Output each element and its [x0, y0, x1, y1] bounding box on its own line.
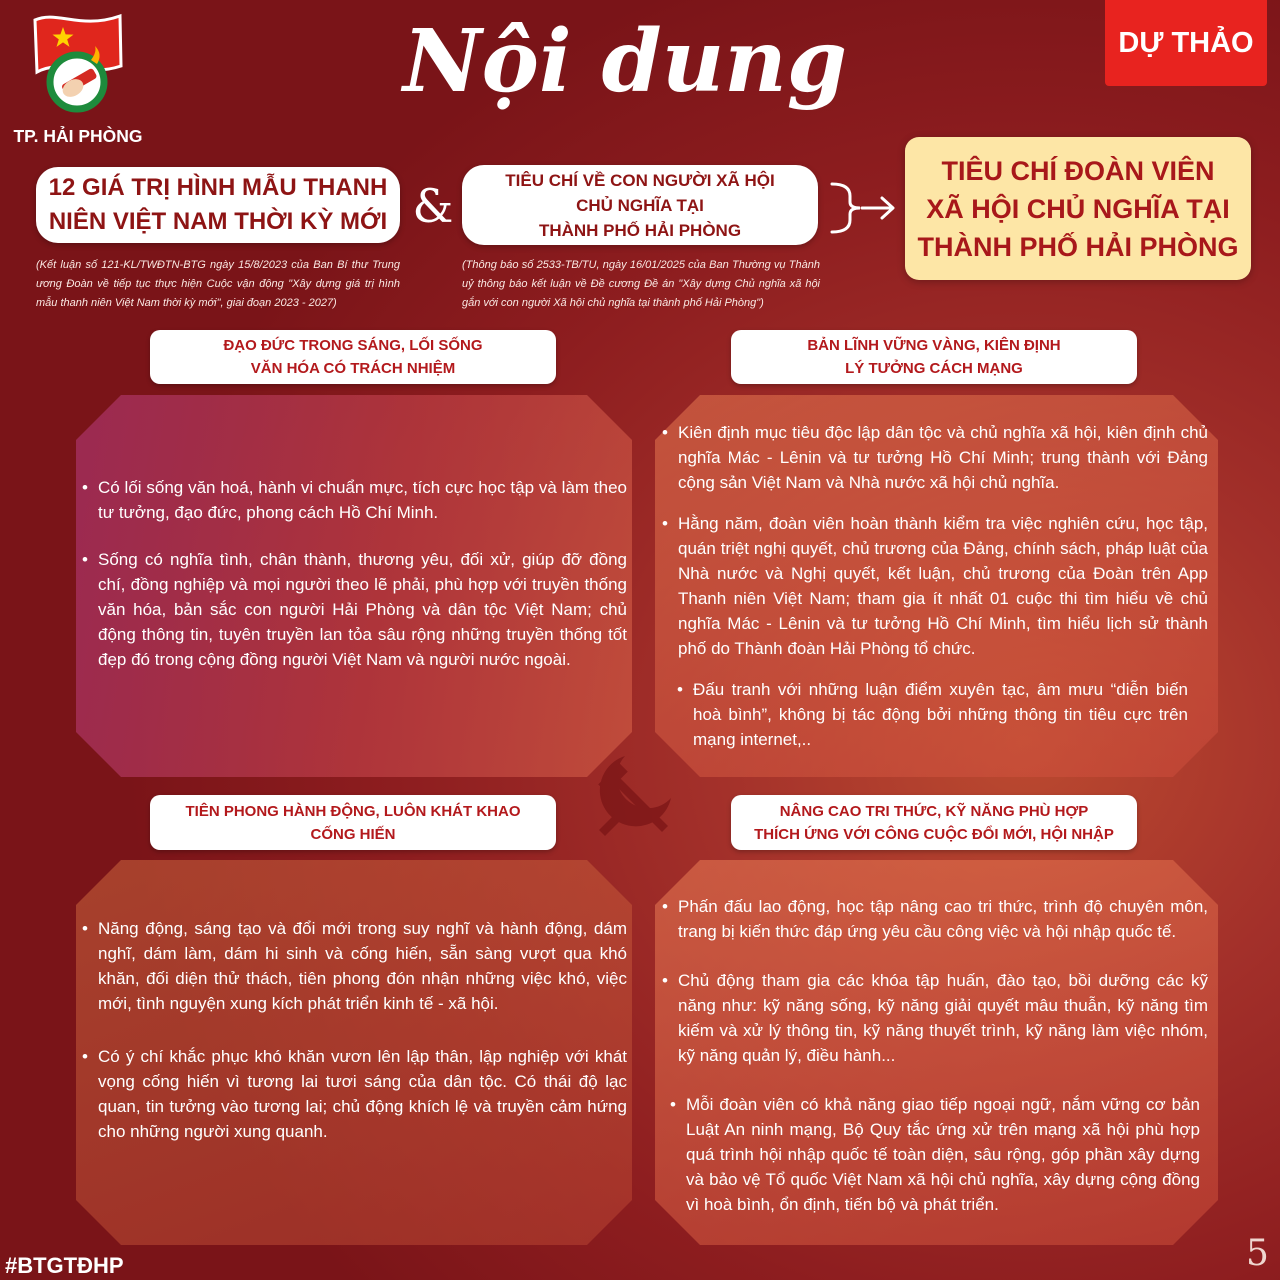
- criterion-list: [662, 894, 1208, 1241]
- list-item: • Sống có nghĩa tình, chân thành, thương yêu, đối xử, giúp đỡ đồng chí, đồng nghiệp và mọi người theo lẽ phải, phù hợp với truyền thống văn hóa, bản sắc con người Hải Phòng và dân tộc Việt Nam; chủ động thông tin, tuyên truyền lan tỏa sâu rộng những truyền thống tốt đẹp đó trong cộng đồng người Việt Nam và người nước ngoài.: [82, 547, 627, 672]
- list-item: • Hằng năm, đoàn viên hoàn thành kiểm tra việc nghiên cứu, học tập, quán triệt nghị quyết, chủ trương của Đảng, chính sách, pháp luật của Nhà nước và Nghị quyết, kết luận, chủ trương của Đoàn trên App Thanh niên Việt Nam; tham gia ít nhất 01 cuộc thi tìm hiểu về chủ nghĩa Mác - Lênin và tư tưởng Hồ Chí Minh, tìm hiểu lịch sử thành phố do Thành đoàn Hải Phòng tổ chức.: [662, 511, 1208, 661]
- criterion-heading: [731, 795, 1137, 850]
- criterion-panel-pioneer: [76, 860, 632, 1245]
- hashtag: #BTGTĐHP: [5, 1253, 124, 1278]
- criterion-list: [82, 916, 627, 1172]
- org-name: TP. HẢI PHÒNG: [13, 126, 143, 146]
- result-title-line: THÀNH PHỐ HẢI PHÒNG: [917, 231, 1239, 262]
- list-item: • Có ý chí khắc phục khó khăn vươn lên lập thân, lập nghiệp với khát vọng cống hiến vì tương lai tươi sáng của dân tộc. Có thái độ lạc quan, tin tưởng vào tương lai; chủ động khích lệ và truyền cảm hứng cho những người xung quanh.: [82, 1044, 627, 1144]
- heading-line: ĐẠO ĐỨC TRONG SÁNG, LỐI SỐNG: [223, 337, 483, 354]
- source-title-line: NIÊN VIỆT NAM THỜI KỲ MỚI: [48, 208, 388, 235]
- heading-line: VĂN HÓA CÓ TRÁCH NHIỆM: [250, 360, 456, 377]
- criterion-heading: [731, 330, 1137, 384]
- ampersand: &: [412, 179, 454, 233]
- list-item: • Chủ động tham gia các khóa tập huấn, đào tạo, bồi dưỡng các kỹ năng như: kỹ năng sống, kỹ năng giải quyết mâu thuẫn, kỹ năng tìm kiếm và xử lý thông tin, kỹ năng thuyết trình, kỹ năng làm việc nhóm, kỹ năng quản lý, điều hành...: [662, 968, 1208, 1068]
- heading-line: TIÊN PHONG HÀNH ĐỘNG, LUÔN KHÁT KHAO: [185, 802, 521, 820]
- criterion-panel-ethics: [76, 395, 632, 777]
- list-item: • Năng động, sáng tạo và đổi mới trong suy nghĩ và hành động, dám nghĩ, dám làm, dám hi sinh và cống hiến, sẵn sàng vượt qua khó khăn, đối diện thử thách, tiên phong đón nhận những việc khó, việc mới, tình nguyện xung kích phát triển kinh tế - xã hội.: [82, 916, 627, 1016]
- page-number: 5: [1246, 1233, 1269, 1274]
- list-item: • Đấu tranh với những luận điểm xuyên tạc, âm mưu “diễn biến hoà bình”, không bị tác động bởi những thông tin tiêu cực trên mạng internet,..: [677, 677, 1188, 752]
- source-caption: (Kết luận số 121-KL/TWĐTN-BTG ngày 15/8/2023 của Ban Bí thư Trung ương Đoàn về tiếp tục thực hiện Cuộc vận động "Xây dựng giá trị hình mẫu thanh niên Việt Nam thời kỳ mới", giai đoạn 2023 - 2027): [36, 259, 400, 309]
- heading-line: CỐNG HIẾN: [310, 825, 396, 843]
- heading-line: LÝ TƯỞNG CÁCH MẠNG: [845, 360, 1023, 377]
- heading-line: NÂNG CAO TRI THỨC, KỸ NĂNG PHÙ HỢP: [779, 802, 1089, 820]
- heading-line: THÍCH ỨNG VỚI CÔNG CUỘC ĐỔI MỚI, HỘI NHẬP: [754, 825, 1114, 843]
- result-title-line: XÃ HỘI CHỦ NGHĨA TẠI: [926, 193, 1230, 224]
- heading-line: BẢN LĨNH VỮNG VÀNG, KIÊN ĐỊNH: [807, 337, 1061, 354]
- source-title-line: TIÊU CHÍ VỀ CON NGƯỜI XÃ HỘI: [505, 170, 775, 190]
- criterion-panel-knowledge: [655, 860, 1218, 1245]
- source-caption: (Thông báo số 2533-TB/TU, ngày 16/01/2025 của Ban Thường vụ Thành uỷ thông báo kết luận về Đề cương Đề án "Xây dựng Chủ nghĩa xã hội gắn với con người Xã hội chủ nghĩa tại thành phố Hải Phòng"): [462, 259, 820, 309]
- source-box-socialist-person: [462, 165, 818, 245]
- source-title-line: CHỦ NGHĨA TẠI: [576, 195, 704, 215]
- source-box-youth-values: [36, 167, 400, 243]
- criterion-panel-ideology: [655, 395, 1218, 777]
- source-title-line: 12 GIÁ TRỊ HÌNH MẪU THANH: [48, 174, 388, 201]
- youth-union-emblem-icon: [25, 8, 130, 116]
- source-title-line: THÀNH PHỐ HẢI PHÒNG: [538, 220, 742, 240]
- criterion-heading: [150, 795, 556, 850]
- page-title: Nội dung: [403, 11, 847, 112]
- list-item: • Có lối sống văn hoá, hành vi chuẩn mực, tích cực học tập và làm theo tư tưởng, đạo đức, phong cách Hồ Chí Minh.: [82, 475, 627, 525]
- criterion-heading: [150, 330, 556, 384]
- criterion-list: [662, 420, 1208, 768]
- list-item: • Mỗi đoàn viên có khả năng giao tiếp ngoại ngữ, nắm vững cơ bản Luật An ninh mạng, Bộ Quy tắc ứng xử trên mạng xã hội phù hợp quá trình hội nhập quốc tế toàn diện, sâu rộng, góp phần xây dựng và bảo vệ Tổ quốc Việt Nam xã hội chủ nghĩa, xây dựng cộng đồng vì hoà bình, ổn định, tiến bộ và phát triển.: [670, 1092, 1200, 1217]
- list-item: • Phấn đấu lao động, học tập nâng cao tri thức, trình độ chuyên môn, trang bị kiến thức đáp ứng yêu cầu công việc và hội nhập quốc tế.: [662, 894, 1208, 944]
- result-title-line: TIÊU CHÍ ĐOÀN VIÊN: [941, 155, 1215, 186]
- draft-stamp: DỰ THẢO: [1105, 0, 1267, 86]
- list-item: • Kiên định mục tiêu độc lập dân tộc và chủ nghĩa xã hội, kiên định chủ nghĩa Mác - Lênin và tư tưởng Hồ Chí Minh; trung thành với Đảng cộng sản Việt Nam và Nhà nước xã hội chủ nghĩa.: [662, 420, 1208, 495]
- result-box: [905, 137, 1251, 280]
- criterion-list: [82, 475, 627, 694]
- brace-arrow-icon: [828, 178, 898, 238]
